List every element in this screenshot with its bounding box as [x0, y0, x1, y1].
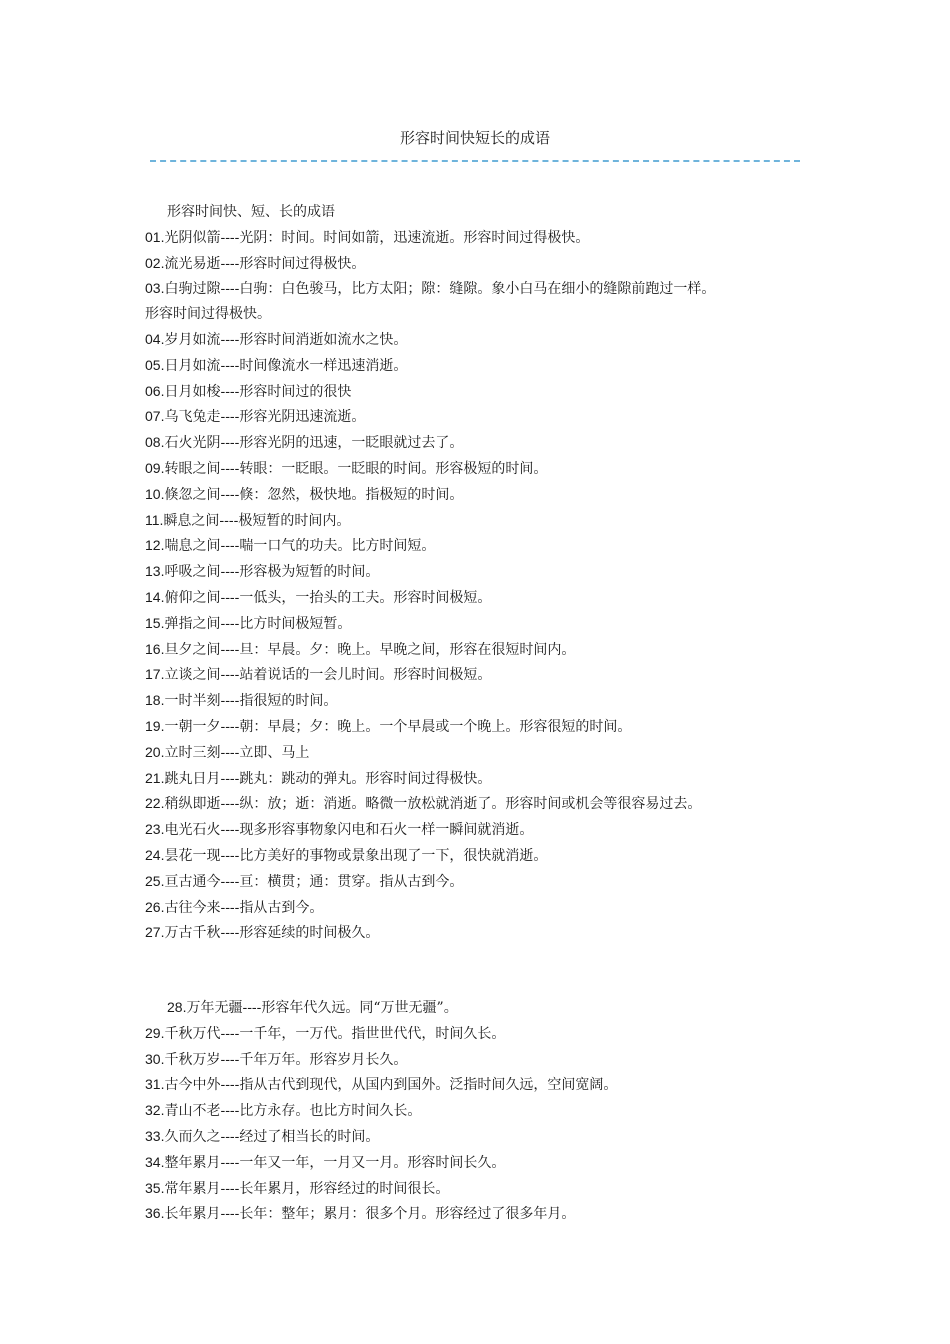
- list-item: [145, 533, 815, 559]
- list-item: [145, 869, 815, 895]
- list-item: [145, 766, 815, 792]
- item-number: 18.: [145, 692, 165, 709]
- item-number: 08.: [145, 434, 165, 451]
- item-text-continued: 形容时间过得极快。: [145, 306, 271, 323]
- idiom-list-2: [145, 995, 815, 1227]
- item-text: 昙花一现----比方美好的事物或景象出现了一下，很快就消逝。: [164, 847, 548, 864]
- item-number: 15.: [145, 614, 165, 631]
- list-item: [145, 1124, 815, 1150]
- list-item: [145, 508, 815, 534]
- list-item: [145, 1021, 815, 1047]
- list-item: [145, 920, 815, 946]
- item-text: 旦夕之间----旦：早晨。夕：晚上。早晚之间，形容在很短时间内。: [164, 641, 576, 658]
- item-number: 13.: [145, 563, 165, 580]
- item-text: 万年无疆----形容年代久远。同“万世无疆”。: [186, 1000, 458, 1016]
- item-text: 电光石火----现多形容事物象闪电和石火一样一瞬间就消逝。: [164, 822, 534, 839]
- item-text: 千秋万代----一千年，一万代。指世世代代，时间久长。: [164, 1025, 506, 1042]
- item-number: 19.: [145, 717, 165, 734]
- item-number: 24.: [145, 846, 165, 863]
- item-text: 立谈之间----站着说话的一会儿时间。形容时间极短。: [164, 667, 492, 684]
- item-number: 10.: [145, 485, 165, 502]
- item-number: 23.: [145, 821, 165, 838]
- list-item: [145, 379, 815, 405]
- list-item: [145, 895, 815, 921]
- item-number: 07.: [145, 408, 165, 425]
- list-item: [145, 688, 815, 714]
- item-number: 09.: [145, 459, 165, 476]
- item-number: 27.: [145, 924, 165, 941]
- item-number: 22.: [145, 795, 165, 812]
- list-item: [145, 585, 815, 611]
- item-number: 29.: [145, 1024, 165, 1041]
- item-number: 21.: [145, 769, 165, 786]
- list-item: [145, 1047, 815, 1073]
- item-number: 33.: [145, 1127, 165, 1144]
- item-text: 石火光阴----形容光阴的迅速，一眨眼就过去了。: [164, 435, 464, 452]
- list-item: [145, 327, 815, 353]
- item-number: 36.: [145, 1205, 165, 1222]
- item-text: 古往今来----指从古到今。: [164, 899, 324, 916]
- idiom-list-part-2: [145, 995, 815, 1227]
- item-number: 20.: [145, 743, 165, 760]
- item-text: 亘古通今----亘：横贯；通：贯穿。指从古到今。: [164, 873, 464, 890]
- item-text: 千秋万岁----千年万年。形容岁月长久。: [164, 1051, 408, 1068]
- item-number: 17.: [145, 666, 165, 683]
- item-text: 整年累月----一年又一年，一月又一月。形容时间长久。: [164, 1154, 506, 1171]
- list-item: [145, 637, 815, 663]
- item-text: 万古千秋----形容延续的时间极久。: [164, 925, 380, 942]
- item-number: 02.: [145, 254, 165, 271]
- idiom-list-part-1: [145, 200, 815, 946]
- list-item: [145, 662, 815, 688]
- item-text: 长年累月----长年：整年；累月：很多个月。形容经过了很多年月。: [164, 1206, 576, 1223]
- item-text: 转眼之间----转眼：一眨眼。一眨眼的时间。形容极短的时间。: [164, 460, 548, 477]
- item-text: 稍纵即逝----纵：放；逝：消逝。略微一放松就消逝了。形容时间或机会等很容易过去。: [164, 796, 702, 813]
- item-number: 25.: [145, 872, 165, 889]
- list-item: [145, 353, 815, 379]
- item-number: 26.: [145, 898, 165, 915]
- list-item: [145, 1176, 815, 1202]
- list-item: [145, 843, 815, 869]
- item-number: 11.: [145, 511, 164, 528]
- item-text: 白驹过隙----白驹：白色骏马，比方太阳；隙：缝隙。象小白马在细小的缝隙前跑过一样。: [164, 281, 716, 298]
- list-item: [145, 1150, 815, 1176]
- item-text: 岁月如流----形容时间消逝如流水之快。: [164, 331, 408, 348]
- list-item: [145, 225, 815, 251]
- item-number: 06.: [145, 382, 165, 399]
- item-text: 弹指之间----比方时间极短暂。: [164, 615, 352, 632]
- list-item: [145, 740, 815, 766]
- item-text: 流光易逝----形容时间过得极快。: [164, 255, 366, 272]
- list-item: [145, 791, 815, 817]
- item-text: 呼吸之间----形容极为短暂的时间。: [164, 564, 380, 581]
- item-text: 青山不老----比方永存。也比方时间久长。: [164, 1103, 422, 1120]
- item-text: 一时半刻----指很短的时间。: [164, 693, 338, 710]
- title-divider: [150, 160, 800, 162]
- item-text: 倏忽之间----倏：忽然，极快地。指极短的时间。: [164, 486, 464, 503]
- item-text: 一朝一夕----朝：早晨；夕：晚上。一个早晨或一个晚上。形容很短的时间。: [164, 718, 632, 735]
- list-item: [145, 1201, 815, 1227]
- idiom-list-1: [145, 225, 815, 946]
- list-item: [145, 714, 815, 740]
- item-number: 01.: [145, 228, 165, 245]
- item-number: 35.: [145, 1179, 165, 1196]
- item-text: 古今中外----指从古代到现代，从国内到国外。泛指时间久远，空间宽阔。: [164, 1077, 618, 1094]
- item-number: 34.: [145, 1153, 165, 1170]
- section-heading: 形容时间快、短、长的成语: [167, 204, 335, 220]
- item-number: 03.: [145, 280, 165, 297]
- list-item: [145, 404, 815, 430]
- list-item: [145, 611, 815, 637]
- item-number: 12.: [145, 537, 165, 554]
- item-text: 日月如流----时间像流水一样迅速消逝。: [164, 357, 408, 374]
- item-text: 跳丸日月----跳丸：跳动的弹丸。形容时间过得极快。: [164, 770, 492, 787]
- item-text: 久而久之----经过了相当长的时间。: [164, 1128, 380, 1145]
- list-item: [145, 482, 815, 508]
- list-item: [145, 559, 815, 585]
- item-number: 31.: [145, 1076, 165, 1093]
- list-item: [145, 276, 815, 327]
- item-number: 28.: [167, 999, 187, 1015]
- item-text: 常年累月----长年累月，形容经过的时间很长。: [164, 1180, 450, 1197]
- list-item: [145, 1098, 815, 1124]
- list-item: [145, 430, 815, 456]
- item-text: 喘息之间----喘一口气的功夫。比方时间短。: [164, 538, 436, 555]
- item-text: 立时三刻----立即、马上: [164, 744, 310, 761]
- item-number: 16.: [145, 640, 165, 657]
- item-number: 14.: [145, 588, 165, 605]
- item-text: 瞬息之间----极短暂的时间内。: [163, 512, 351, 529]
- item-number: 32.: [145, 1102, 165, 1119]
- item-number: 05.: [145, 356, 165, 373]
- item-text: 日月如梭----形容时间过的很快: [164, 383, 352, 400]
- list-item: [145, 251, 815, 277]
- item-number: 04.: [145, 330, 165, 347]
- item-text: 俯仰之间----一低头，一抬头的工夫。形容时间极短。: [164, 589, 492, 606]
- list-item: [145, 995, 815, 1021]
- list-item: [145, 817, 815, 843]
- list-item: [145, 1072, 815, 1098]
- item-text: 乌飞兔走----形容光阴迅速流逝。: [164, 409, 366, 426]
- page-title: 形容时间快短长的成语: [399, 129, 550, 147]
- item-text: 光阴似箭----光阴：时间。时间如箭，迅速流逝。形容时间过得极快。: [164, 229, 590, 246]
- item-number: 30.: [145, 1050, 165, 1067]
- list-item: [145, 456, 815, 482]
